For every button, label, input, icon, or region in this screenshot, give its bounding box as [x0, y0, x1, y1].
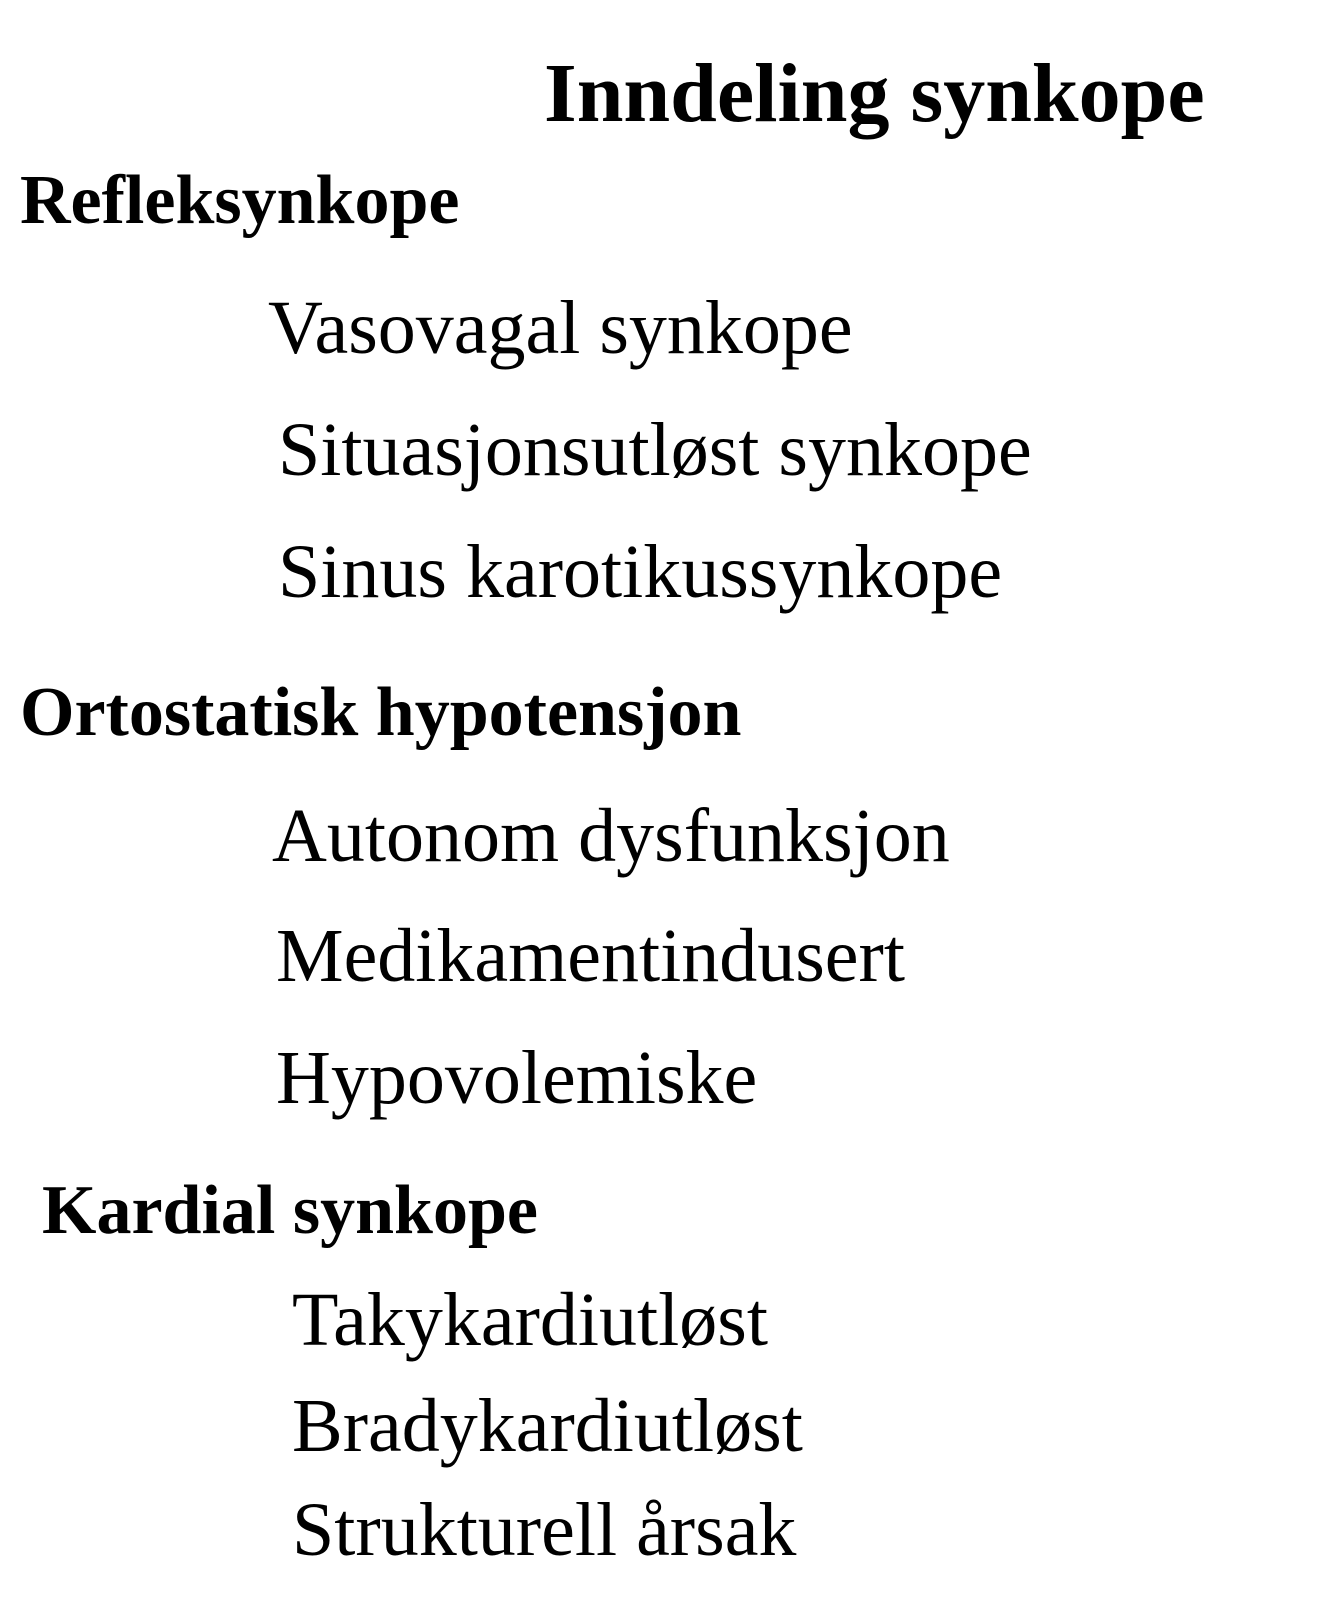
list-item: Takykardiutløst: [292, 1278, 768, 1362]
section-heading-kardial-synkope: Kardial synkope: [42, 1172, 538, 1249]
list-item: Hypovolemiske: [276, 1036, 758, 1120]
list-item: Vasovagal synkope: [268, 286, 853, 370]
page-title: Inndeling synkope: [544, 47, 1205, 140]
list-item: Medikamentindusert: [276, 914, 905, 998]
section-heading-refleksynkope: Refleksynkope: [20, 162, 460, 239]
list-item: Autonom dysfunksjon: [272, 794, 950, 878]
section-heading-ortostatisk-hypotensjon: Ortostatisk hypotensjon: [20, 674, 742, 751]
list-item: Sinus karotikussynkope: [278, 530, 1003, 614]
list-item: Bradykardiutløst: [292, 1384, 803, 1468]
list-item: Situasjonsutløst synkope: [278, 408, 1032, 492]
list-item: Strukturell årsak: [292, 1488, 797, 1572]
